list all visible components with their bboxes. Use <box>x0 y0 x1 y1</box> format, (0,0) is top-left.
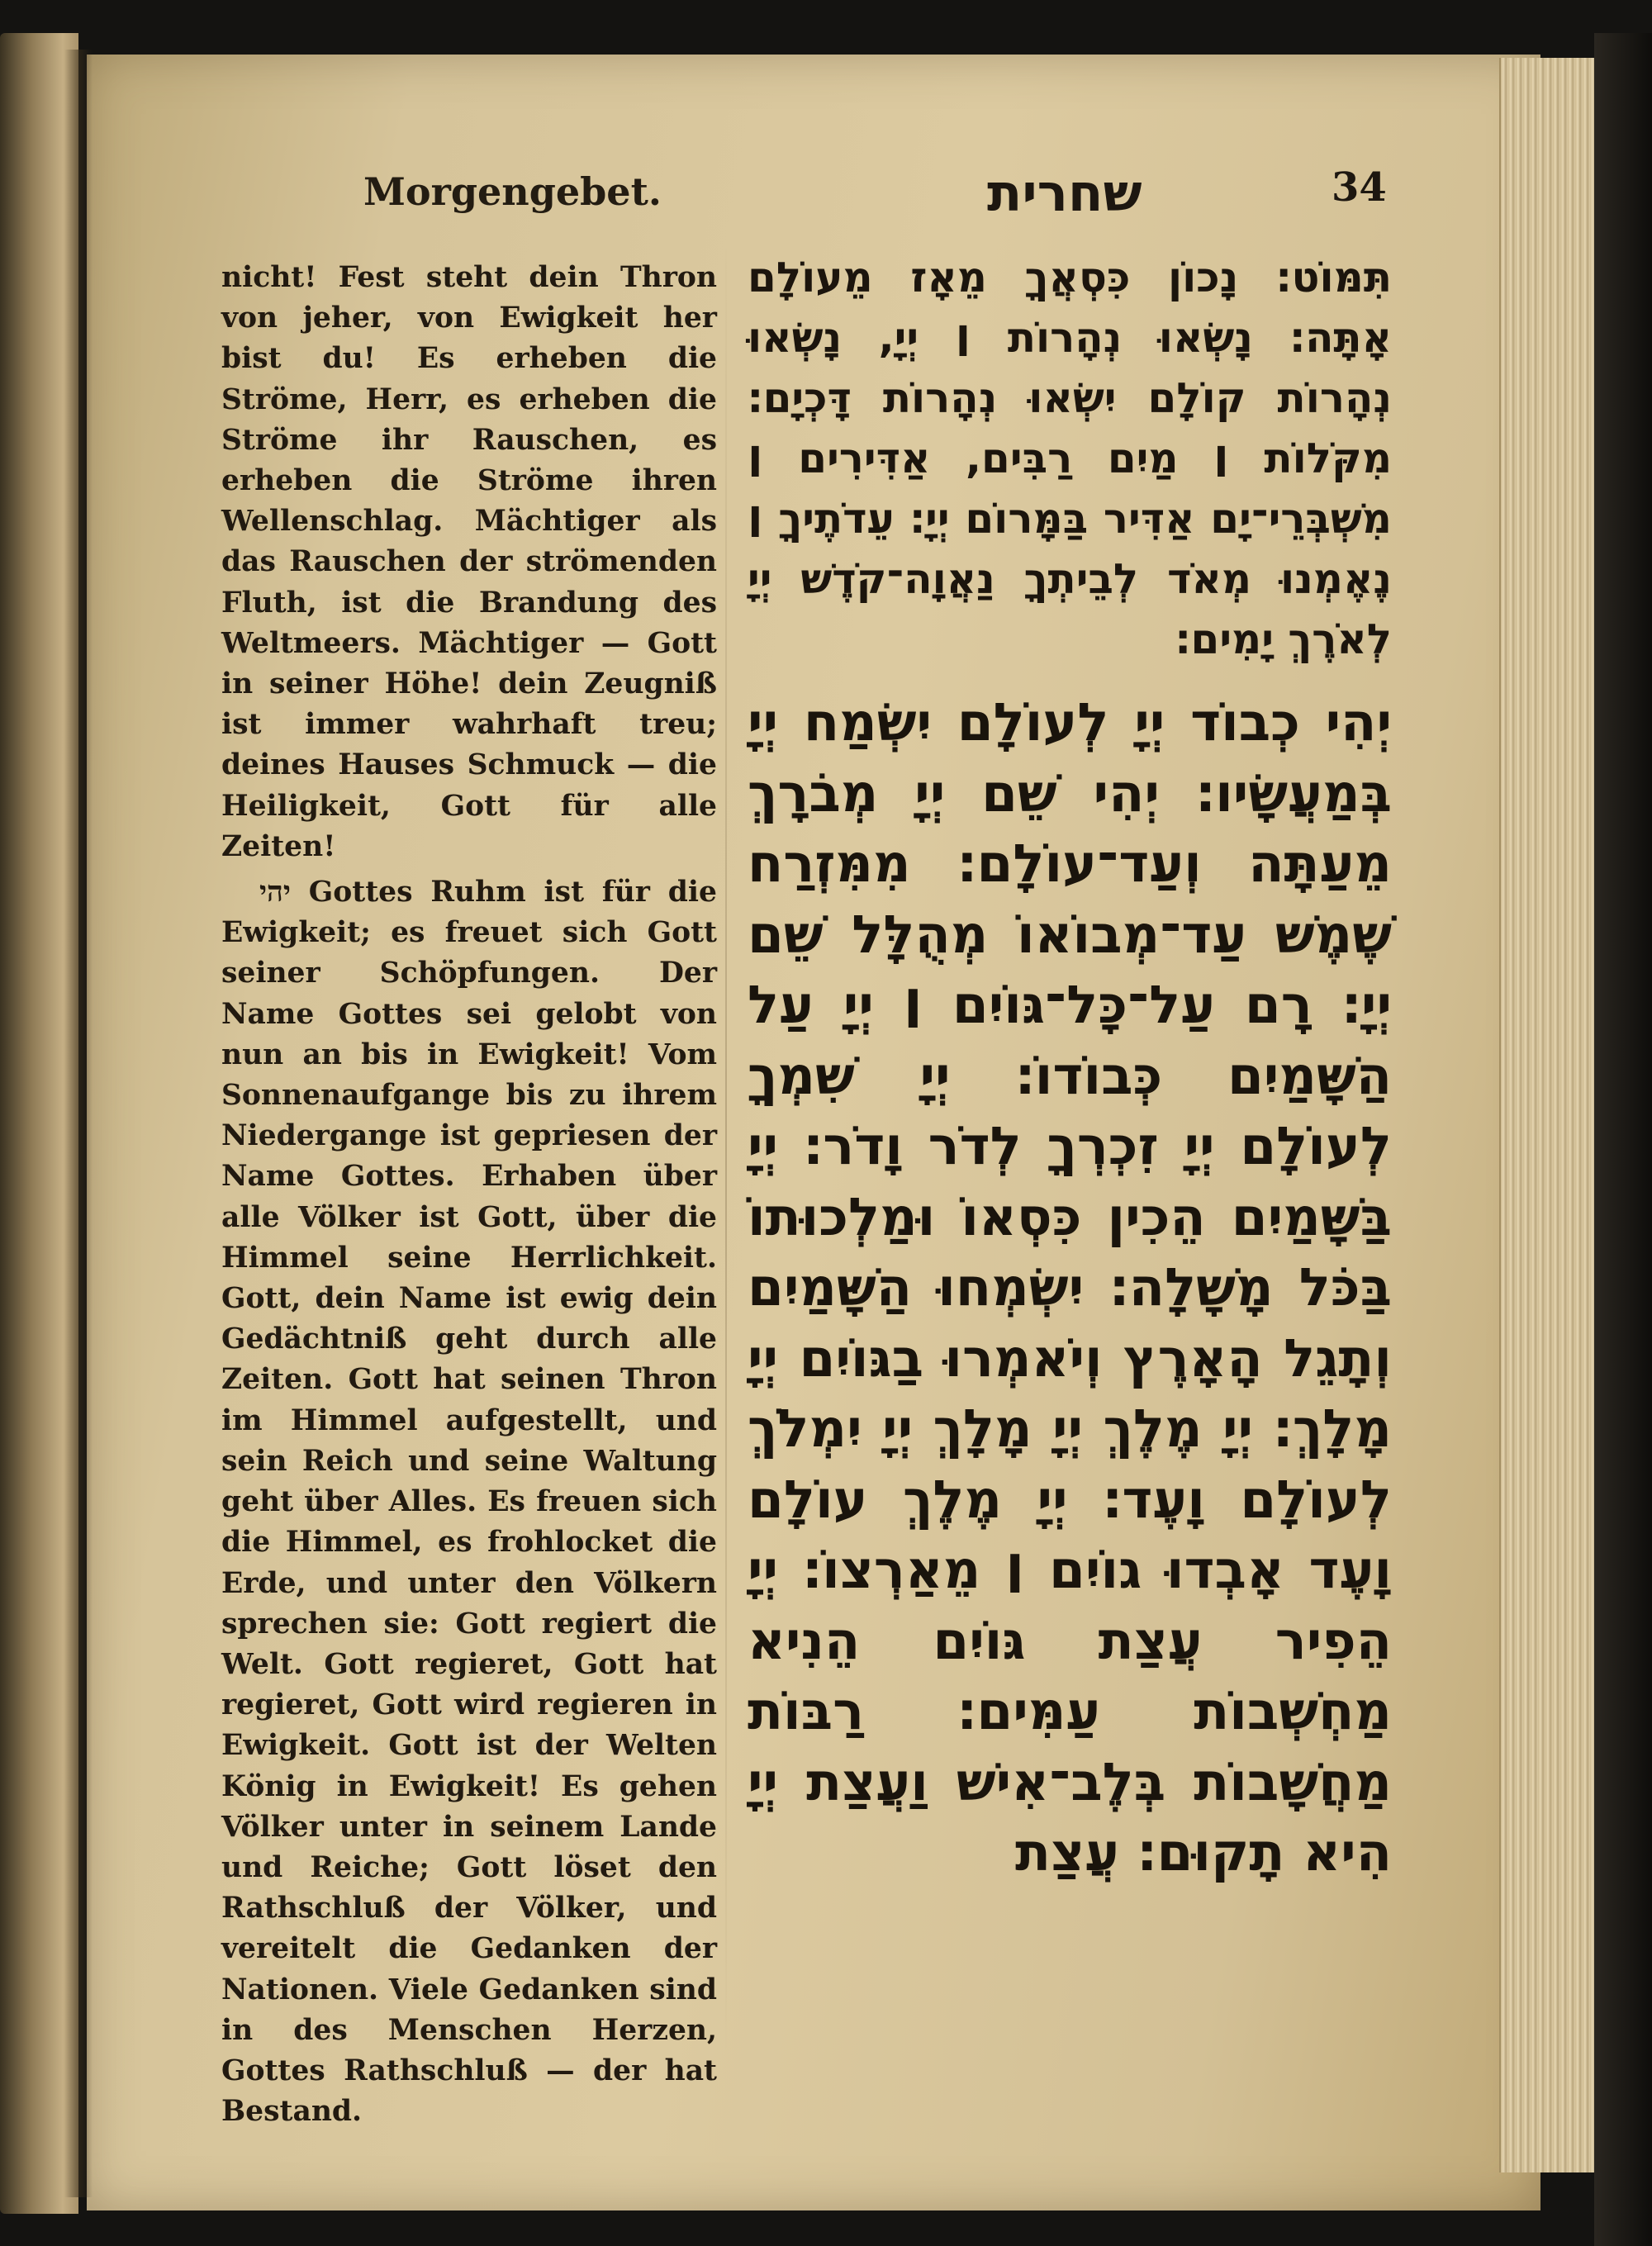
page-number: 34 <box>1332 164 1387 211</box>
hebrew-yehi-kevod: יְהִי כְבוֹד יְיָ לְעוֹלָם יִשְׂמַח יְיָ בְּמַעֲשָׂיו׃ יְהִי שֵׁם יְיָ מְבֹרָךְ מֵעַתָּה וְעַד־עוֹלָם׃ מִמִּזְרַח שֶׁמֶשׁ עַד־מְבוֹאוֹ מְהֻלָּל שֵׁם יְיָ׃ רָם עַל־כָּל־גּוֹיִם ׀ יְיָ עַל הַשָּׁמַיִם כְּבוֹדוֹ׃ יְיָ שִׁמְךָ לְעוֹלָם יְיָ זִכְרְךָ לְדֹר וָדֹר׃ יְיָ בַּשָּׁמַיִם הֵכִין כִּסְאוֹ וּמַלְכוּתוֹ בַּכֹּל מָשָׁלָה׃ יִשְׂמְחוּ הַשָּׁמַיִם וְתָגֵל הָאָרֶץ וְיֹאמְרוּ בַגּוֹיִם יְיָ מָלָךְ׃ יְיָ מֶלֶךְ יְיָ מָלָךְ יְיָ יִמְלֹךְ לְעוֹלָם וָעֶד׃ יְיָ מֶלֶךְ עוֹלָם וָעֶד אָבְדוּ גוֹיִם ׀ מֵאַרְצוֹ׃ יְיָ הֵפִיר עֲצַת גּוֹיִם הֵנִיא מַחְשְׁבוֹת עַמִּים׃ רַבּוֹת מַחֲשָׁבוֹת בְּלֶב־אִישׁ וַעֲצַת יְיָ הִיא תָקוּם׃ עֲצַת <box>748 692 1392 1883</box>
german-running-title: Morgengebet. <box>363 169 662 214</box>
page-header <box>0 163 1652 235</box>
german-paragraph-1: nicht! Fest steht dein Thron von jeher, von Ewigkeit her bist du! Es erheben die Ströme, Herr, es erheben die Ströme ihr Rauschen, es erheben die Ströme ihren Wellenschlag. Mächtiger als das Rauschen der strömenden Fluth, ist die Brandung des Weltmeers. Mächtiger — Gott in seiner Höhe! dein Zeugniß ist immer wahrhaft treu; deines Hauses Schmuck — die Heiligkeit, Gott für alle Zeiten! <box>221 261 717 863</box>
column-divider <box>725 240 727 2057</box>
german-paragraph-2: יהי Gottes Ruhm ist für die Ewigkeit; es freuet sich Gott seiner Schöpfungen. Der Name Gottes sei gelobt von nun an bis in Ewigkeit! Vom Sonnenaufgange bis zu ihrem Niedergange ist gepriesen der Name Gottes. Erhaben über alle Völker ist Gott, über die Himmel seine Herrlichkeit. Gott, dein Name ist ewig dein Gedächtniß geht durch alle Zeiten. Gott hat seinen Thron im Himmel aufgestellt, und sein Reich und seine Waltung geht über Alles. Es freuen sich die Himmel, es frohlocket die Erde, und unter den Völkern sprechen sie: Gott regiert die Welt. Gott regieret, Gott hat regieret, Gott wird regieren in Ewigkeit. Gott ist der Welten König in Ewigkeit! Es gehen Völker unter in seinem Lande und Reiche; Gott löset den Rathschluß der Völker, und vereitelt die Gedanken der Nationen. Viele Gedanken sind in des Menschen Herzen, Gottes Rathschluß — der hat Bestand. <box>221 876 717 2129</box>
hebrew-running-title: שחרית <box>987 163 1142 223</box>
book-cover-edge <box>1594 33 1652 2246</box>
page-stack-edges <box>1499 58 1596 2172</box>
german-translation-column <box>221 258 717 2132</box>
book-gutter <box>64 50 93 2197</box>
hebrew-psalm-93: תִּמּוֹט׃ נָכוֹן כִּסְאֲךָ מֵאָז מֵעוֹלָם אָתָּה׃ נָשְׂאוּ נְהָרוֹת ׀ יְיָ, נָשְׂאוּ נְהָרוֹת קוֹלָם יִשְׂאוּ נְהָרוֹת דָּכְיָם׃ מִקֹּלוֹת ׀ מַיִם רַבִּים, אַדִּירִים ׀ מִשְׁבְּרֵי־יָם אַדִּיר בַּמָּרוֹם יְיָ׃ עֵדֹתֶיךָ ׀ נֶאֶמְנוּ מְאֹד לְבֵיתְךָ נַאֲוָה־קֹדֶשׁ יְיָ לְאֹרֶךְ יָמִים׃ <box>748 254 1392 663</box>
